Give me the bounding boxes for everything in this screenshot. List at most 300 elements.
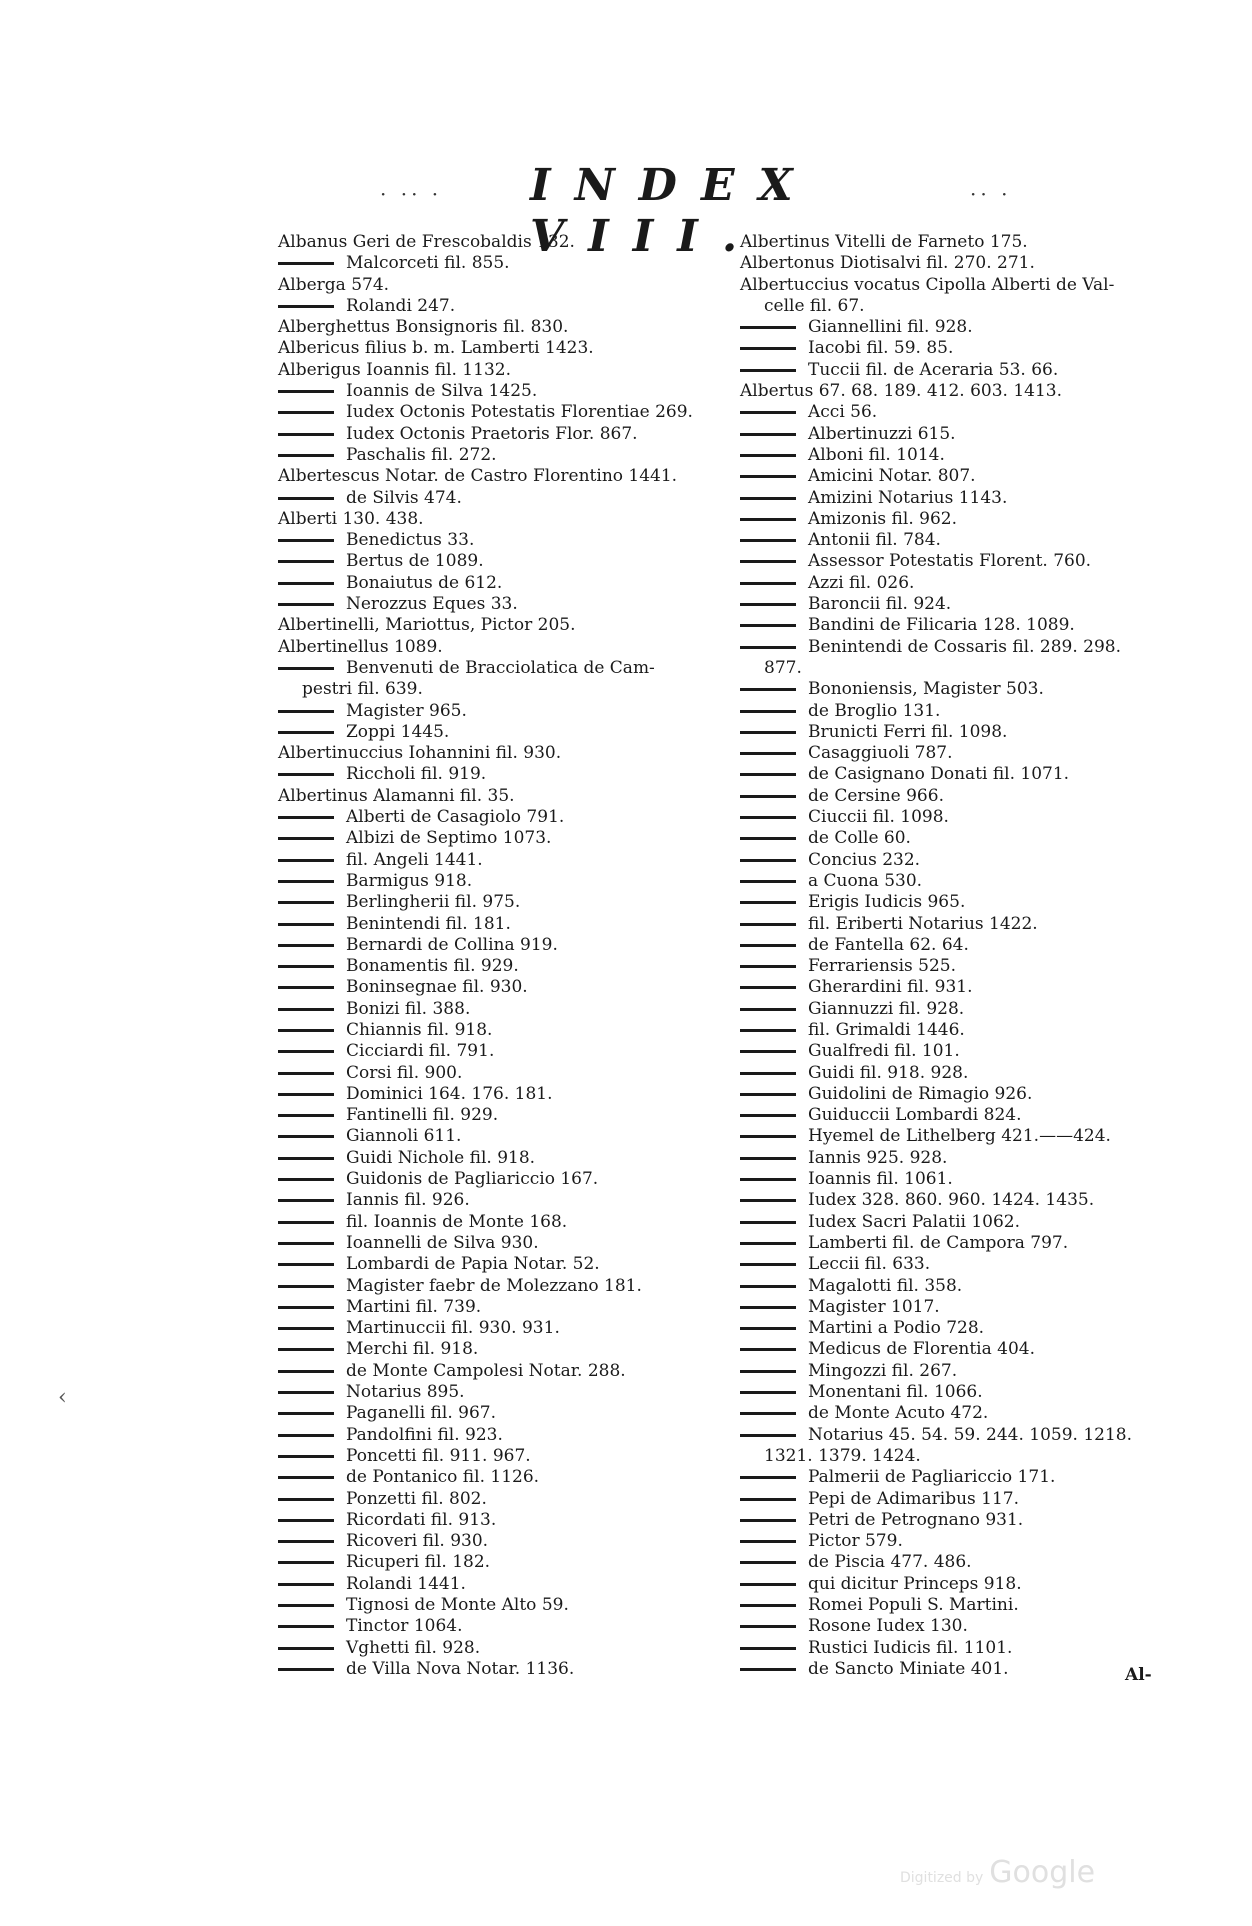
index-entry	[740, 1361, 1202, 1382]
index-entry-text: Magister 1017.	[808, 1296, 940, 1317]
index-entry	[278, 1446, 740, 1467]
index-entry	[740, 892, 1202, 913]
repeat-dash	[278, 923, 334, 926]
repeat-dash	[278, 390, 334, 393]
index-entry-text: Albertinus Vitelli de Farneto 175.	[740, 232, 1028, 252]
index-entry	[740, 317, 1202, 338]
index-entry-text: Alberga 574.	[278, 274, 390, 295]
index-entry-text: Martini a Podio 728.	[808, 1318, 985, 1339]
index-entry	[740, 1233, 1202, 1254]
index-entry	[278, 658, 740, 679]
index-entry	[278, 1659, 740, 1680]
repeat-dash	[278, 1668, 334, 1671]
index-entry	[278, 1126, 740, 1147]
index-entry	[278, 1339, 740, 1360]
repeat-dash	[740, 944, 796, 947]
index-entry-text: Azzi fil. 026.	[808, 572, 915, 593]
index-entry-text: Rolandi 247.	[346, 295, 456, 316]
index-entry	[278, 402, 740, 423]
index-entry	[740, 445, 1202, 466]
index-entry-text: Lombardi de Papia Notar. 52.	[346, 1254, 600, 1275]
index-entry-text: Ponzetti fil. 802.	[346, 1488, 487, 1509]
repeat-dash	[278, 710, 334, 713]
index-entry	[278, 1638, 740, 1659]
watermark-brand: Google	[989, 1855, 1096, 1890]
index-entry-text: Tinctor 1064.	[346, 1616, 463, 1637]
index-entry	[278, 722, 740, 743]
repeat-dash	[278, 1263, 334, 1266]
index-entry-text: Iacobi fil. 59. 85.	[808, 338, 954, 359]
index-entry	[278, 530, 740, 551]
repeat-dash	[278, 1391, 334, 1394]
index-entry	[740, 615, 1202, 636]
index-entry	[278, 360, 740, 381]
index-entry-text: a Cuona 530.	[808, 870, 923, 891]
index-entry-text: Ioannis de Silva 1425.	[346, 381, 538, 402]
index-entry	[740, 1510, 1202, 1531]
repeat-dash	[278, 1029, 334, 1032]
index-entry-text: Guiduccii Lombardi 824.	[808, 1105, 1022, 1126]
index-entry-text: Corsi fil. 900.	[346, 1062, 463, 1083]
page-title: INDEX VIII.	[530, 160, 817, 262]
index-entry	[740, 466, 1202, 487]
repeat-dash	[278, 773, 334, 776]
repeat-dash	[278, 1412, 334, 1415]
index-entry-text: de Pontanico fil. 1126.	[346, 1467, 540, 1488]
repeat-dash	[278, 880, 334, 883]
repeat-dash	[278, 1114, 334, 1117]
repeat-dash	[740, 326, 796, 329]
index-entry	[740, 722, 1202, 743]
index-entry	[740, 1382, 1202, 1403]
index-entry-text: Iudex Octonis Praetoris Flor. 867.	[346, 423, 638, 444]
index-entry-text: Petri de Petrognano 931.	[808, 1509, 1024, 1530]
repeat-dash	[740, 710, 796, 713]
index-entry	[740, 530, 1202, 551]
index-entry	[278, 1063, 740, 1084]
index-entry	[278, 1212, 740, 1233]
index-entry-text: Guidonis de Pagliariccio 167.	[346, 1169, 599, 1190]
index-entry-text: Amicini Notar. 807.	[808, 466, 976, 487]
repeat-dash	[278, 1625, 334, 1628]
index-entry	[278, 466, 740, 487]
index-entry	[278, 1297, 740, 1318]
index-entry	[278, 615, 740, 636]
digitization-watermark	[900, 1855, 1095, 1890]
repeat-dash	[278, 1221, 334, 1224]
index-entry	[278, 1425, 740, 1446]
index-entry-text: Tignosi de Monte Alto 59.	[346, 1595, 569, 1615]
index-entry-text: de Casignano Donati fil. 1071.	[808, 764, 1070, 785]
repeat-dash	[740, 1327, 796, 1330]
repeat-dash	[740, 1029, 796, 1032]
repeat-dash	[740, 1263, 796, 1266]
index-entry-text: de Broglio 131.	[808, 700, 941, 721]
index-entry	[740, 935, 1202, 956]
index-column-right	[740, 232, 1202, 1680]
index-entry-text: Fantinelli fil. 929.	[346, 1105, 499, 1126]
header-ornament-left: · ·· ·	[380, 182, 443, 206]
repeat-dash	[740, 539, 796, 542]
index-entry-text: Bertus de 1089.	[346, 551, 484, 572]
index-entry	[740, 1212, 1202, 1233]
index-entry-text: fil. Eriberti Notarius 1422.	[808, 913, 1038, 934]
index-entry	[278, 573, 740, 594]
index-entry	[740, 253, 1202, 274]
index-entry-text: Magister faebr de Molezzano 181.	[346, 1275, 642, 1296]
index-entry-text: Acci 56.	[808, 402, 878, 423]
repeat-dash	[740, 837, 796, 840]
repeat-dash	[740, 1668, 796, 1671]
index-entry-text: Giannuzzi fil. 928.	[808, 998, 965, 1019]
repeat-dash	[740, 411, 796, 414]
repeat-dash	[740, 1604, 796, 1607]
index-entry-text: Paschalis fil. 272.	[346, 444, 497, 465]
repeat-dash	[278, 986, 334, 989]
index-entry	[278, 743, 740, 764]
index-entry	[278, 509, 740, 530]
repeat-dash	[740, 1476, 796, 1479]
index-entry	[740, 828, 1202, 849]
repeat-dash	[278, 1434, 334, 1437]
index-entry	[278, 1041, 740, 1062]
index-entry	[278, 1318, 740, 1339]
index-entry-text: Martini fil. 739.	[346, 1296, 482, 1317]
index-entry	[278, 679, 740, 700]
repeat-dash	[278, 582, 334, 585]
index-entry-text: Guidolini de Rimagio 926.	[808, 1083, 1033, 1104]
index-entry-text: Monentani fil. 1066.	[808, 1382, 983, 1403]
index-entry	[278, 1020, 740, 1041]
repeat-dash	[278, 1476, 334, 1479]
index-entry	[278, 1190, 740, 1211]
index-entry-text: Pandolfini fil. 923.	[346, 1424, 503, 1445]
repeat-dash	[740, 859, 796, 862]
index-entry	[278, 317, 740, 338]
repeat-dash	[278, 1647, 334, 1650]
index-entry-text: Albericus filius b. m. Lamberti 1423.	[278, 338, 594, 359]
index-entry	[740, 1297, 1202, 1318]
index-entry-text: qui dicitur Princeps 918.	[808, 1573, 1022, 1594]
index-entry	[740, 338, 1202, 359]
repeat-dash	[278, 1561, 334, 1564]
repeat-dash	[740, 603, 796, 606]
index-entry-text: Leccii fil. 633.	[808, 1254, 931, 1275]
index-entry-text: Concius 232.	[808, 849, 921, 870]
index-entry	[740, 1425, 1202, 1446]
index-entry-text: Malcorceti fil. 855.	[346, 253, 510, 274]
index-entry-text: Dominici 164. 176. 181.	[346, 1083, 553, 1104]
repeat-dash	[740, 1050, 796, 1053]
repeat-dash	[740, 1135, 796, 1138]
index-entry-text: Vghetti fil. 928.	[346, 1637, 481, 1658]
index-entry	[740, 1595, 1202, 1616]
repeat-dash	[278, 1285, 334, 1288]
repeat-dash	[740, 518, 796, 521]
repeat-dash	[278, 305, 334, 308]
index-entry	[278, 1489, 740, 1510]
repeat-dash	[740, 454, 796, 457]
repeat-dash	[740, 752, 796, 755]
repeat-dash	[740, 1391, 796, 1394]
repeat-dash	[740, 1114, 796, 1117]
index-entry-text: Albertinus Alamanni fil. 35.	[278, 785, 515, 806]
index-entry	[740, 1489, 1202, 1510]
index-entry-text: Ioannis fil. 1061.	[808, 1169, 953, 1190]
repeat-dash	[278, 1199, 334, 1202]
index-entry	[740, 1638, 1202, 1659]
repeat-dash	[740, 347, 796, 350]
index-entry	[278, 956, 740, 977]
repeat-dash	[278, 1093, 334, 1096]
repeat-dash	[740, 1412, 796, 1415]
repeat-dash	[278, 1242, 334, 1245]
index-entry	[740, 1254, 1202, 1275]
index-entry	[278, 1531, 740, 1552]
index-entry	[278, 764, 740, 785]
index-entry-text: Pepi de Adimaribus 117.	[808, 1488, 1020, 1509]
index-entry	[740, 1574, 1202, 1595]
index-entry-text: Bernardi de Collina 919.	[346, 934, 558, 955]
index-entry	[740, 1084, 1202, 1105]
index-entry	[740, 637, 1202, 658]
index-entry-text: Assessor Potestatis Florent. 760.	[808, 551, 1092, 572]
index-entry-text: Amizini Notarius 1143.	[808, 487, 1008, 508]
repeat-dash	[740, 1306, 796, 1309]
repeat-dash	[740, 1625, 796, 1628]
repeat-dash	[740, 1647, 796, 1650]
repeat-dash	[740, 560, 796, 563]
index-entry-text: Notarius 895.	[346, 1382, 465, 1403]
repeat-dash	[740, 646, 796, 649]
repeat-dash	[278, 262, 334, 265]
index-entry	[278, 1595, 740, 1616]
index-entry-text: Magalotti fil. 358.	[808, 1275, 963, 1296]
index-entry	[740, 1339, 1202, 1360]
repeat-dash	[740, 1434, 796, 1437]
index-entry-text: Pictor 579.	[808, 1531, 903, 1552]
index-entry-text: de Monte Campolesi Notar. 288.	[346, 1360, 626, 1381]
index-entry-text: celle fil. 67.	[764, 295, 865, 316]
index-entry	[278, 275, 740, 296]
index-entry	[740, 807, 1202, 828]
repeat-dash	[740, 1008, 796, 1011]
index-entry	[740, 381, 1202, 402]
index-entry-text: Guidi fil. 918. 928.	[808, 1062, 969, 1083]
repeat-dash	[740, 773, 796, 776]
index-entry	[740, 551, 1202, 572]
index-entry	[278, 1616, 740, 1637]
index-entry	[740, 1190, 1202, 1211]
repeat-dash	[278, 859, 334, 862]
index-entry-text: Bandini de Filicaria 128. 1089.	[808, 615, 1075, 636]
index-entry	[278, 999, 740, 1020]
repeat-dash	[740, 624, 796, 627]
repeat-dash	[740, 1072, 796, 1075]
index-entry	[278, 1361, 740, 1382]
repeat-dash	[278, 1348, 334, 1351]
index-entry	[278, 1148, 740, 1169]
repeat-dash	[278, 667, 334, 670]
index-entry-text: Iannis fil. 926.	[346, 1190, 470, 1211]
index-entry	[278, 1382, 740, 1403]
index-entry	[740, 1446, 1202, 1467]
index-entry	[740, 850, 1202, 871]
index-entry	[740, 296, 1202, 317]
index-entry	[740, 402, 1202, 423]
index-entry-text: Ferrariensis 525.	[808, 956, 957, 977]
index-entry	[740, 786, 1202, 807]
index-entry	[740, 1276, 1202, 1297]
index-entry-text: Hyemel de Lithelberg 421.——424.	[808, 1126, 1111, 1147]
index-entry	[278, 1169, 740, 1190]
repeat-dash	[740, 497, 796, 500]
index-entry	[278, 914, 740, 935]
repeat-dash	[740, 1348, 796, 1351]
index-entry-text: Alberti 130. 438.	[278, 508, 424, 529]
index-entry-text: Gherardini fil. 931.	[808, 977, 973, 998]
index-entry-text: Albertus 67. 68. 189. 412. 603. 1413.	[740, 381, 1063, 402]
repeat-dash	[740, 901, 796, 904]
repeat-dash	[278, 1540, 334, 1543]
index-entry	[740, 573, 1202, 594]
index-entry-text: Ricuperi fil. 182.	[346, 1552, 491, 1573]
repeat-dash	[278, 837, 334, 840]
index-entry-text: Barmigus 918.	[346, 870, 473, 891]
index-entry-text: de Cersine 966.	[808, 785, 944, 806]
index-entry	[278, 828, 740, 849]
index-entry-text: Chiannis fil. 918.	[346, 1019, 493, 1040]
index-entry-text: Albertuccius vocatus Cipolla Alberti de Val-	[740, 274, 1115, 295]
index-entry	[278, 1574, 740, 1595]
index-entry	[278, 1467, 740, 1488]
repeat-dash	[278, 1519, 334, 1522]
index-entry	[278, 701, 740, 722]
index-entry-text: Gualfredi fil. 101.	[808, 1041, 960, 1062]
index-entry	[740, 594, 1202, 615]
index-entry-text: Merchi fil. 918.	[346, 1339, 479, 1360]
index-entry-text: Alberigus Ioannis fil. 1132.	[278, 359, 511, 380]
index-entry-text: Benintendi de Cossaris fil. 289. 298.	[808, 636, 1122, 657]
repeat-dash	[740, 1540, 796, 1543]
repeat-dash	[740, 433, 796, 436]
index-entry	[740, 914, 1202, 935]
watermark-prefix: Digitized by	[900, 1870, 984, 1886]
index-entry-text: fil. Angeli 1441.	[346, 849, 483, 870]
repeat-dash	[740, 923, 796, 926]
index-entry	[740, 764, 1202, 785]
index-entry	[740, 658, 1202, 679]
repeat-dash	[740, 1561, 796, 1564]
index-entry-text: Paganelli fil. 967.	[346, 1403, 496, 1424]
repeat-dash	[740, 731, 796, 734]
index-entry	[740, 1169, 1202, 1190]
index-entry	[278, 871, 740, 892]
repeat-dash	[278, 1583, 334, 1586]
repeat-dash	[740, 1221, 796, 1224]
index-entry-text: Rolandi 1441.	[346, 1573, 466, 1594]
index-entry-text: Alberghettus Bonsignoris fil. 830.	[278, 317, 569, 338]
index-entry	[740, 1531, 1202, 1552]
index-entry-text: Bonizi fil. 388.	[346, 998, 471, 1019]
index-entry	[278, 1403, 740, 1424]
index-entry-text: de Piscia 477. 486.	[808, 1552, 972, 1573]
index-entry-text: de Villa Nova Notar. 1136.	[346, 1658, 575, 1679]
index-entry-text: pestri fil. 639.	[302, 679, 423, 700]
index-entry-text: de Colle 60.	[808, 828, 911, 849]
index-entry-text: Albertinuzzi 615.	[808, 423, 956, 444]
repeat-dash	[740, 1157, 796, 1160]
index-entry-text: Zoppi 1445.	[346, 721, 450, 742]
index-entry	[278, 637, 740, 658]
index-entry	[740, 743, 1202, 764]
index-entry	[740, 1063, 1202, 1084]
index-entry	[278, 1276, 740, 1297]
index-entry-text: Albertonus Diotisalvi fil. 270. 271.	[740, 253, 1035, 274]
index-entry	[278, 551, 740, 572]
repeat-dash	[278, 1008, 334, 1011]
repeat-dash	[278, 433, 334, 436]
index-entry	[740, 956, 1202, 977]
index-entry-text: de Sancto Miniate 401.	[808, 1658, 1009, 1679]
index-entry-text: Albizi de Septimo 1073.	[346, 828, 552, 849]
index-entry	[278, 338, 740, 359]
index-entry-text: Bononiensis, Magister 503.	[808, 679, 1044, 700]
index-entry-text: fil. Grimaldi 1446.	[808, 1019, 965, 1040]
index-entry-text: Romei Populi S. Martini.	[808, 1595, 1019, 1615]
index-entry-text: Mingozzi fil. 267.	[808, 1360, 958, 1381]
repeat-dash	[278, 1327, 334, 1330]
repeat-dash	[740, 795, 796, 798]
index-entry-text: Alberti de Casagiolo 791.	[346, 807, 565, 828]
repeat-dash	[278, 560, 334, 563]
repeat-dash	[278, 1498, 334, 1501]
repeat-dash	[740, 1583, 796, 1586]
repeat-dash	[740, 1285, 796, 1288]
repeat-dash	[278, 1072, 334, 1075]
repeat-dash	[740, 369, 796, 372]
index-entry-text: de Silvis 474.	[346, 487, 462, 508]
index-entry	[278, 892, 740, 913]
repeat-dash	[278, 731, 334, 734]
repeat-dash	[278, 901, 334, 904]
repeat-dash	[740, 986, 796, 989]
index-entry	[740, 1020, 1202, 1041]
index-entry	[278, 1254, 740, 1275]
index-entry-text: Poncetti fil. 911. 967.	[346, 1445, 531, 1466]
index-entry	[740, 360, 1202, 381]
index-entry	[740, 509, 1202, 530]
repeat-dash	[740, 1178, 796, 1181]
index-entry-text: Magister 965.	[346, 700, 467, 721]
index-entry-text: Brunicti Ferri fil. 1098.	[808, 721, 1008, 742]
index-entry-text: 877.	[764, 657, 802, 678]
repeat-dash	[740, 1498, 796, 1501]
repeat-dash	[740, 475, 796, 478]
index-entry-text: Palmerii de Pagliariccio 171.	[808, 1467, 1056, 1488]
index-entry	[740, 1616, 1202, 1637]
index-entry-text: Iannis 925. 928.	[808, 1147, 948, 1168]
index-entry	[278, 1105, 740, 1126]
index-entry	[278, 381, 740, 402]
index-entry-text: Nerozzus Eques 33.	[346, 594, 518, 615]
repeat-dash	[278, 944, 334, 947]
index-entry-text: Albertinuccius Iohannini fil. 930.	[278, 743, 562, 764]
repeat-dash	[278, 454, 334, 457]
index-entry-text: Casaggiuoli 787.	[808, 743, 953, 764]
header-ornament-right: ·· ·	[970, 182, 1012, 206]
index-entry	[740, 1148, 1202, 1169]
